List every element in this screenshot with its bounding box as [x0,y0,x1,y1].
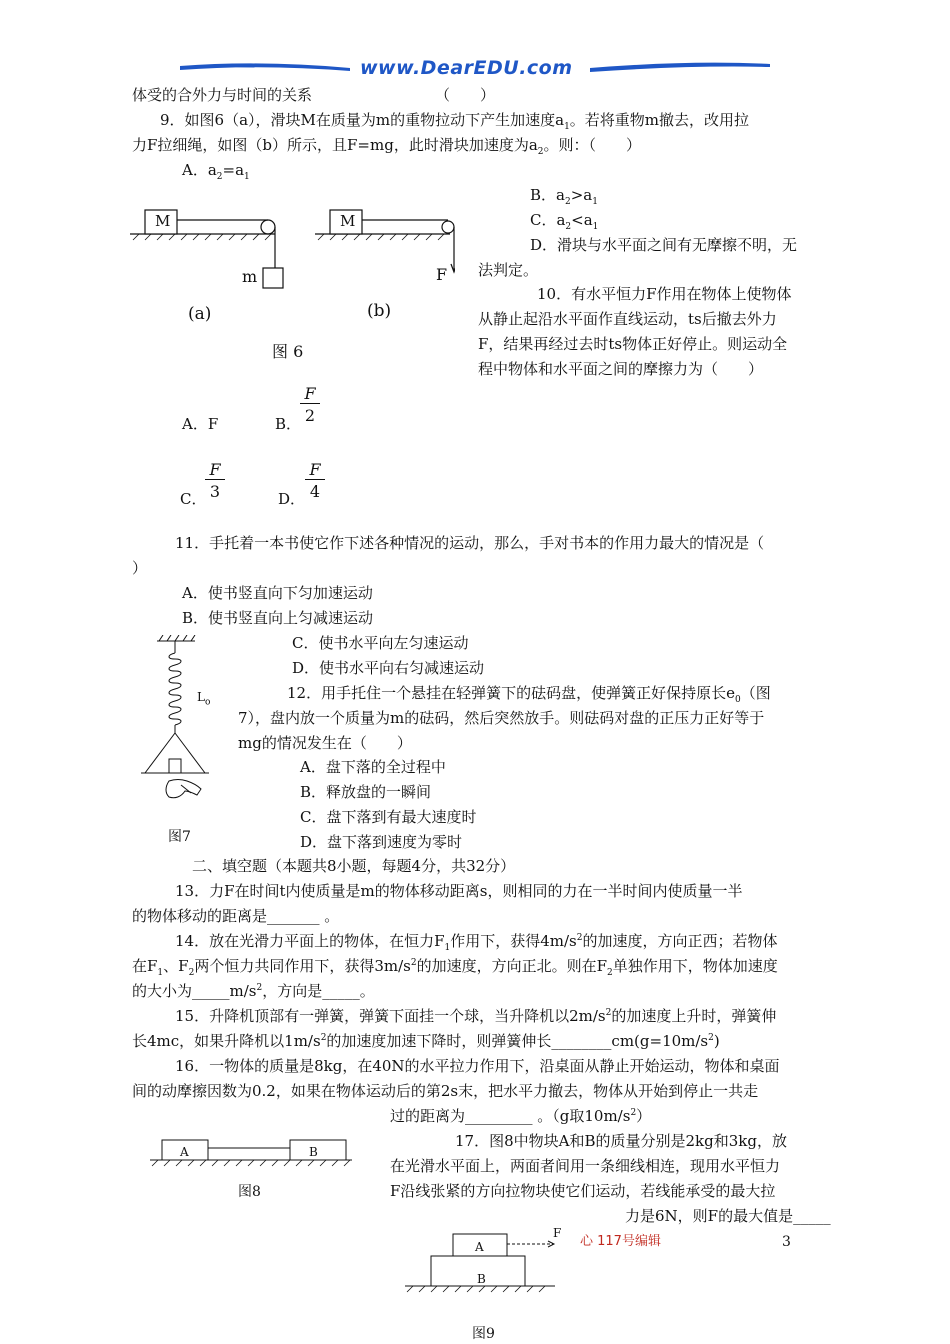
q11-option-a: A．使书竖直向下匀加速运动 [182,584,373,602]
q17-line2: 在光滑水平面上，两面者间用一条细线相连，现用水平恒力 [390,1157,781,1175]
fraction-F-over-4: $\frac{F}{4}$ [305,460,325,501]
q12-option-c: C．盘下落到有最大速度时 [300,808,477,826]
q14-line2: 在$F_1$、$F_2$两个恒力共同作用下，获得$3m/s^2$的加速度，方向正北。则在$F_2$单独作用下，物体加速度 [132,957,778,978]
q10-option-b: B． [275,415,302,433]
q17-line4: 力是6N，则F的最大值是_____ [625,1207,831,1225]
q9-option-b: B．$a_2>a_1$ [530,186,598,207]
q10-line2: 从静止起沿水平面作直线运动，ts后撤去外力 [478,310,777,328]
q12-option-d: D．盘下落到速度为零时 [300,833,463,851]
q17-line3: F沿线张紧的方向拉物块使它们运动，若线能承受的最大拉 [390,1182,776,1200]
q10-option-a: A．F [182,415,219,433]
fig7-caption: 图7 [168,829,191,845]
q10-line4: 程中物体和水平面之间的摩擦力为（ ） [478,360,764,378]
site-logo: www.DearEDU.com [360,57,573,79]
fraction-F-over-2: $\frac{F}{2}$ [300,384,320,425]
q17-line1: 17．图8中物块A和B的质量分别是2kg和3kg，放 [455,1132,787,1150]
figure-7 [135,635,225,815]
fraction-F-over-3: $\frac{F}{3}$ [205,460,225,501]
q14-line3: 的大小为$\_\_\_\_\_m/s^2$，方向是_____。 [132,982,375,1000]
q10-line1: 10．有水平恒力F作用在物体上使物体 [537,285,792,303]
q12-line3: mg的情况发生在（ ） [238,734,412,752]
fig8-block-A: A [180,1145,189,1159]
q11-line2: ） [132,559,148,577]
fig6-label-F: F [436,265,448,284]
q11-line1: 11．手托着一本书使它作下述各种情况的运动，那么，手对书本的作用力最大的情况是（ [175,534,765,552]
q12-line1: 12．用手托住一个悬挂在轻弹簧下的砝码盘，使弹簧正好保持原长$e_0$（图 [287,684,771,705]
q12-option-a: A．盘下落的全过程中 [300,758,446,776]
q11-option-b: B．使书竖直向上匀减速运动 [182,609,374,627]
fig9-block-A: A [475,1240,484,1254]
q13-line2: 的物体移动的距离是_______ 。 [132,907,340,925]
q9-line1: 9．如图6（a），滑块M在质量为m的重物拉动下产生加速度$a_1$。若将重物m撤去，改用拉 [160,111,750,132]
q12-option-b: B．释放盘的一瞬间 [300,783,432,801]
fig9-caption: 图9 [472,1326,495,1342]
q9-option-d: D．滑块与水平面之间有无摩擦不明，无 [530,236,798,254]
fig7-label-L: $L_o$ [197,690,211,708]
q16-line3: 过的距离为_________ 。（g取$10m/s^2$） [390,1107,652,1125]
q12-line2: 7），盘内放一个质量为m的砝码，然后突然放手。则砝码对盘的正压力正好等于 [238,709,765,727]
fig8-caption: 图8 [238,1184,261,1200]
q11-option-d: D．使书水平向右匀减速运动 [292,659,485,677]
fig6-caption: 图 6 [272,342,304,361]
q10-option-d: D． [278,490,306,508]
q10-option-c: C． [180,490,207,508]
figure-6 [125,200,455,310]
q13-line1: 13．力F在时间t内使质量是m的物体移动距离s，则相同的力在一半时间内使质量一半 [175,882,743,900]
q16-line1: 16．一物体的质量是8kg，在40N的水平拉力作用下，沿桌面从静止开始运动，物体和桌面 [175,1057,780,1075]
section-heading: 二、填空题（本题共8小题，每题4分，共32分） [192,857,516,875]
fig6-block-M-b: M [340,212,356,230]
fig6-label-m: m [242,267,258,286]
q10-line3: F，结果再经过去时ts物体正好停止。则运动全 [478,335,788,353]
editor-note: 心 117号编辑 [580,1234,661,1249]
q15-line1: 15．升降机顶部有一弹簧，弹簧下面挂一个球，当升降机以$2m/s^2$的加速度上升时，弹簧伸 [175,1007,777,1025]
fig6-label-a: (a) [188,304,212,324]
fig6-label-b: (b) [367,301,392,321]
fig9-block-B: B [477,1272,486,1286]
fig8-block-B: B [309,1145,318,1159]
q9-option-c: C．$a_2<a_1$ [530,211,599,232]
fig6-block-M-a: M [155,212,171,230]
q9-line2: 力F拉细绳，如图（b）所示，且F=mg，此时滑块加速度为$a_2$。则：（ ） [132,136,642,157]
page-number: 3 [782,1234,791,1250]
text-line: 体受的合外力与时间的关系 [132,86,313,104]
fig9-label-F: F [553,1226,562,1240]
q16-line2: 间的动摩擦因数为0.2，如果在物体运动后的第2s末，把水平力撤去，物体从开始到停止一共走 [132,1082,759,1100]
q9-option-a: A．$a_2=a_1$ [182,161,250,182]
q9-option-d-cont: 法判定。 [478,261,539,279]
q14-line1: 14．放在光滑力平面上的物体，在恒力$F_1$作用下，获得$4m/s^2$的加速度，方向正西；若物体 [175,932,778,953]
answer-paren: （ ） [435,86,496,104]
q11-option-c: C．使书水平向左匀速运动 [292,634,469,652]
q15-line2: 长4mc，如果升降机以$1m/s^2$的加速度加速下降时，则弹簧伸长$\_\_\_\_\_\_\_\_cm(g=10m/s^2)$ [132,1032,720,1050]
